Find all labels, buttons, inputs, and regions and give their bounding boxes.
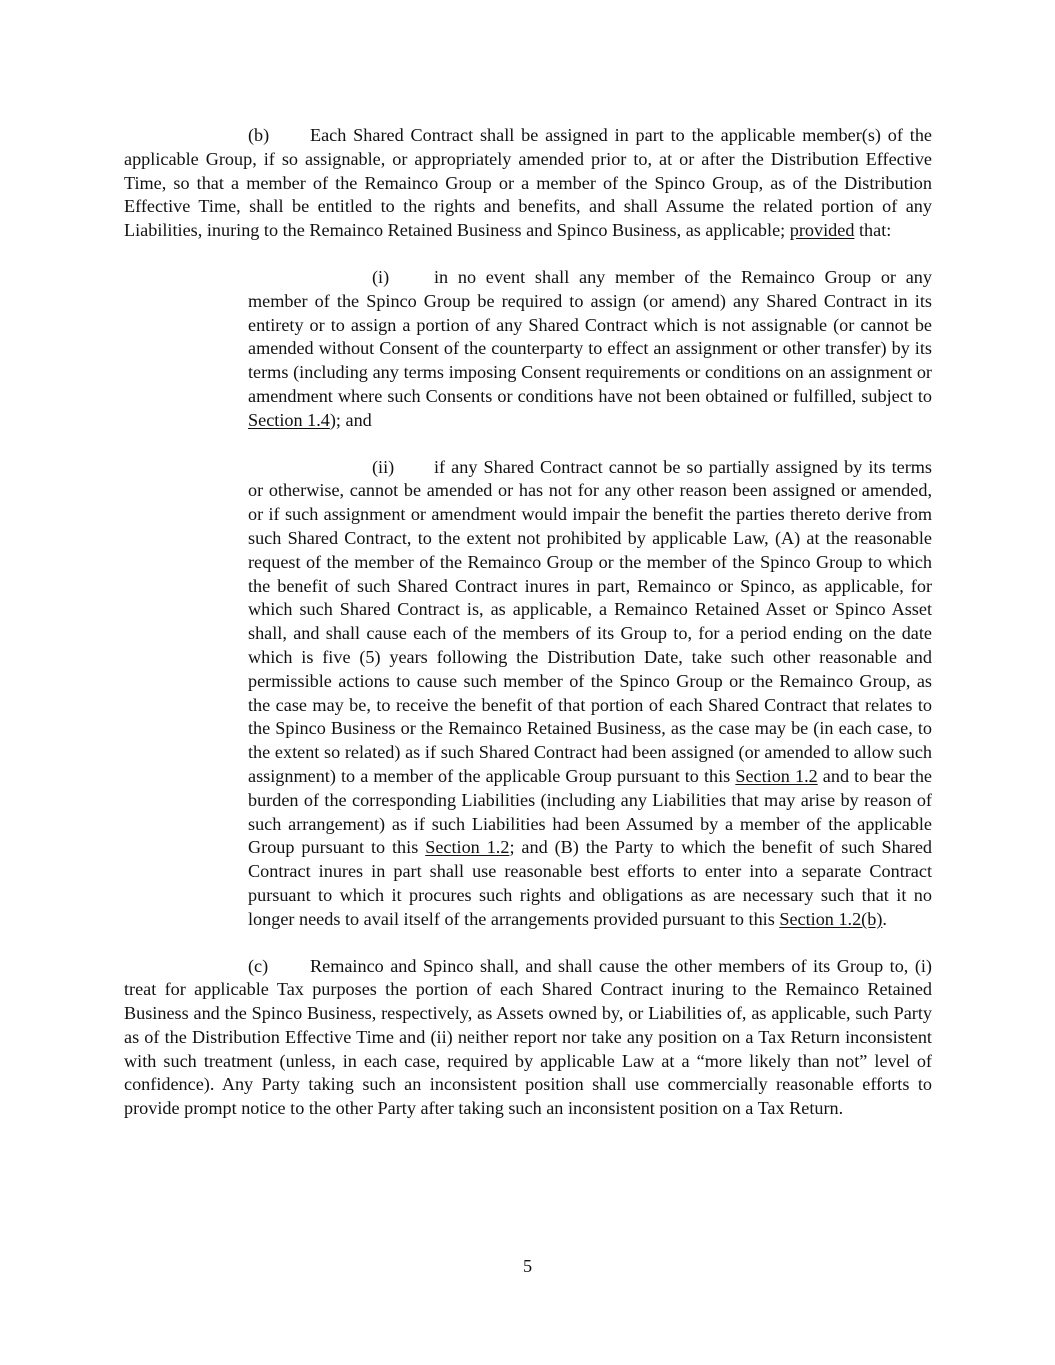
paragraph-b-i-label: (i): [372, 266, 390, 287]
paragraph-b-text: Each Shared Contract shall be assigned in part to the applicable member(s) of the applicable Group, if so assignable, or appropriately amended prior to, at or after the Distribution Effective Time, so that a member of the Remainco Group or a member of the Spinco Group, as of the Distribution Effective Time, shall be entitled to the rights and benefits, and shall Assume the related portion of any Liabilities, inuring to the Remainco Retained Business and Spinco Business, as applicable;: [124, 125, 932, 241]
paragraph-b-ii-text-2: and to bear the burden of the corresponding Liabilities (including any Liabilities that may arise by reason of such arrangement) as if such Liabilities had been Assumed by a member of the applicable Group pursuant to this: [248, 765, 932, 858]
paragraph-b-ii: [248, 456, 932, 932]
section-ref-1-2-second: Section 1.2: [425, 837, 510, 858]
paragraph-c-label: (c): [248, 955, 269, 976]
page-number: 5: [522, 1256, 533, 1276]
paragraph-b: [124, 124, 932, 243]
paragraph-b-text-end: that:: [854, 220, 892, 241]
section-ref-1-2-b: Section 1.2(b): [779, 908, 883, 929]
paragraph-b-i-text: in no event shall any member of the Remainco Group or any member of the Spinco Group be required to assign (or amend) any Shared Contract in its entirety or to assign a portion of any Shared Contract which is not assignable (or cannot be amended without Consent of the counterparty to effect an assignment or other transfer) by its terms (including any terms imposing Consent requirements or conditions on an assignment or amendment where such Consents or conditions have not been obtained or fulfilled, subject to: [248, 266, 932, 406]
sub-clauses: [248, 266, 932, 932]
provided-term: provided: [789, 220, 855, 241]
section-ref-1-4: Section 1.4: [248, 409, 330, 430]
section-ref-1-2-first: Section 1.2: [735, 765, 818, 786]
paragraph-b-label: (b): [248, 125, 270, 145]
paragraph-b-ii-text-end: .: [882, 908, 887, 929]
paragraph-b-ii-text: if any Shared Contract cannot be so partially assigned by its terms or otherwise, cannot be amended or has not for any other reason been assigned or amended, or if such assignment or amendment would impair the benefit the parties thereto derive from such Shared Contract, to the extent not prohibited by applicable Law, (A) at the reasonable request of the member of the Remainco Group or the member of the Spinco Group to which the benefit of such Shared Contract inures in part, Remainco or Spinco, as applicable, for which such Shared Contract is, as applicable, a Remainco Retained Asset or Spinco Asset shall, and shall cause each of the members of its Group to, for a period ending on the date which is five (5) years following the Distribution Date, take such other reasonable and permissible actions to cause such member of the Spinco Group or the Remainco Group, as the case may be, to receive the benefit of that portion of each Shared Contract that relates to the Spinco Business or the Remainco Retained Business, as the case may be (in each case, to the extent so related) as if such Shared Contract had been assigned (or amended to allow such assignment) to a member of the applicable Group pursuant to this: [248, 456, 932, 786]
paragraph-c-text: Remainco and Spinco shall, and shall cause the other members of its Group to, (i) treat for applicable Tax purposes the portion of each Shared Contract inuring to the Remainco Retained Business and the Spinco Business, respectively, as Assets owned by, or Liabilities of, as applicable, such Party as of the Distribution Effective Time and (ii) neither report nor take any position on a Tax Return inconsistent with such treatment (unless, in each case, required by applicable Law at a “more likely than not” level of confidence). Any Party taking such an inconsistent position shall use commercially reasonable efforts to provide prompt notice to the other Party after taking such an inconsistent position on a Tax Return.: [124, 955, 932, 1119]
paragraph-b-i: [248, 266, 932, 433]
paragraph-b-ii-label: (ii): [372, 456, 395, 477]
paragraph-b-i-text-end: ); and: [329, 409, 372, 430]
document-page: [124, 124, 932, 1144]
paragraph-b-ii-text-3: ; and (B) the Party to which the benefit of such Shared Contract inures in part shall use reasonable best efforts to enter into a separate Contract pursuant to which it procures such rights and obligations as are necessary such that it no longer needs to avail itself of the arrangements provided pursuant to this: [248, 837, 933, 929]
paragraph-c: [124, 955, 932, 1122]
